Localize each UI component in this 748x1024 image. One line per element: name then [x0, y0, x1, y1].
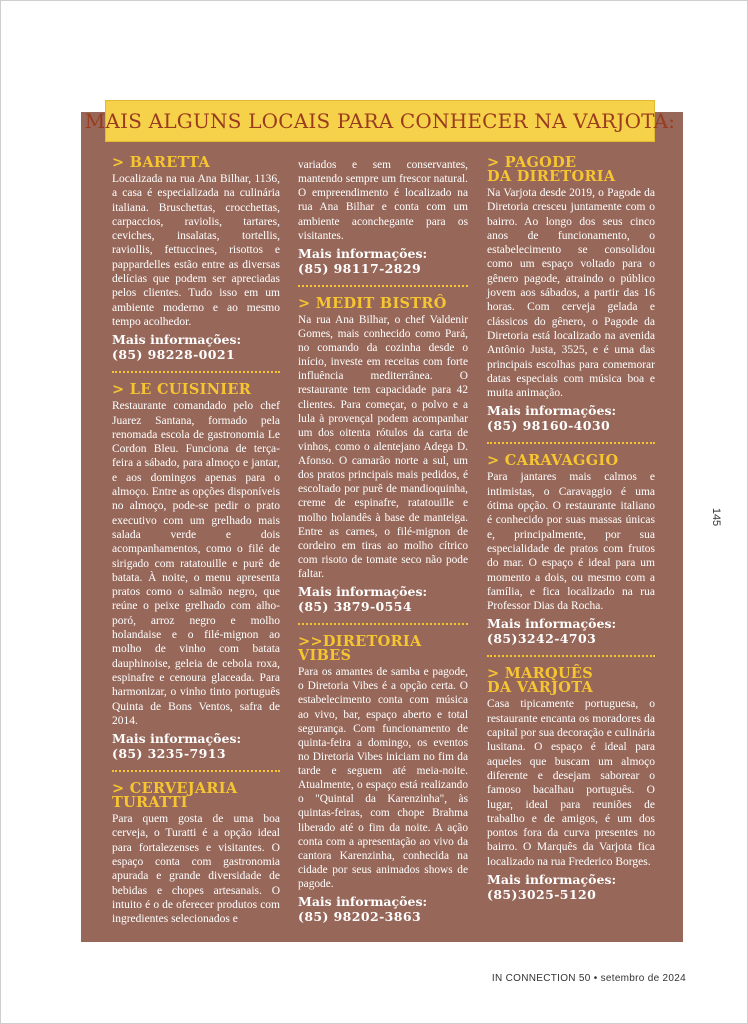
venue-block: [112, 782, 280, 926]
venue-block: [112, 156, 280, 373]
venue-description: Na rua Ana Bilhar, o chef Valdenir Gomes, mais conhecido como Pará, no comando da cozinha desde o início, investe em receitas com forte influência mediterrânea. O restaurante tem capacidade para 42 clientes. Para começar, o polvo e a lula à provençal podem acompanhar um dos oitenta rótulos da carta de vinhos, como o alentejano Adega D. Afonso. O camarão norte a sul, um dos pratos principais mais pedidos, é escoltado por purê de mandioquinha, creme de espinafre, ratatouille e molho holandês à base de manteiga. Entre as carnes, o filé-mignon de cordeiro em tiras ao molho cítrico com risoto de tomate seco não pode faltar.: [298, 313, 468, 580]
venue-heading: [112, 156, 280, 170]
venue-heading-line: >>DIRETORIA: [298, 633, 422, 651]
venue-block: [298, 635, 468, 924]
more-info-label: Mais informações:: [487, 871, 617, 887]
dotted-separator: [487, 655, 655, 657]
venue-phone: (85) 3235-7913: [112, 746, 226, 762]
venue-phone: (85) 98202-3863: [298, 909, 422, 925]
more-info-label: Mais informações:: [487, 403, 617, 419]
dotted-separator: [298, 623, 468, 625]
venue-block: [487, 156, 655, 444]
venue-phone: (85)3242-4703: [487, 631, 597, 647]
venue-heading-line: > CERVEJARIA: [112, 780, 238, 798]
more-info-label: Mais informações:: [298, 245, 428, 261]
venue-heading: [487, 156, 655, 184]
venue-block: [487, 667, 655, 902]
venue-heading: [298, 294, 468, 312]
venue-heading: [487, 667, 655, 695]
venue-description: Para os amantes de samba e pagode, o Diretoria Vibes é a opção certa. O estabelecimento conta com música ao vivo, bar, espaço aberto e total segurança. Com funcionamento de quinta-feira a domingo, os eventos no Diretoria Vibes iniciam no fim da tarde e seguem até meia-noite. Atualmente, o espaço está realizando o "Quintal da Karenzinha", às quintas-feiras, com chope Brahma liberado até o fim da noite. A ação conta com a apresentação ao vivo da cantora Karenzinha, conhecida na cidade por seus animados shows de pagode.: [298, 666, 468, 890]
venue-heading-line: > LE CUISINIER: [112, 381, 252, 399]
venue-description: Restaurante comandado pelo chef Juarez Santana, formado pela renomada escola de gastronomia Le Cordon Bleu. Funciona de terça-feira a sábado, para almoço e jantar, e aos domingos apenas para o almoço. Entre as opções disponíveis no almoço, pode-se pedir o prato executivo com um grelhado mais salada verde e dois acompanhamentos, como o filé de sirigado com ratatouille e purê de batata. À noite, o menu apresenta pratos como o salmão negro, que reúne o peixe grelhado com alho-poró, arroz negro e molho holandaise e o filé-mignon ao molho de vinho com batata dauphinoise, geleia de cebola roxa, espinafre e cenoura glaceada. Para harmonizar, o vinho tinto português Quinta de Bons Ventos, safra de 2014.: [112, 400, 280, 727]
venue-heading: [298, 635, 468, 663]
column-2: [298, 156, 468, 924]
venue-heading-line: > MEDIT BISTRÔ: [298, 294, 447, 312]
venue-description: Casa tipicamente portuguesa, o restaurante encanta os moradores da capital por sua decoração e culinária lusitana. O espaço é ideal para aqueles que buscam um almoço diferente e desejam saborear o famoso bacalhau português. O lugar, ideal para reuniões de trabalho e de amigos, é um dos pontos fora da curva presentes no bairro. O Marquês da Varjota fica localizado na rua Frederico Borges.: [487, 698, 655, 868]
page-title: MAIS ALGUNS LOCAIS PARA CONHECER NA VARJOTA:: [84, 109, 676, 133]
venue-heading-line: TURATTI: [112, 794, 188, 812]
venue-description: Localizada na rua Ana Bilhar, 1136, a casa é especializada na culinária italiana. Bruschettas, crocchettas, carpaccios, raviolis, tartares, ceviches, insalatas, tortellis, raviollis, fettuccines, risottos e pappardelles estão entre as diversas delícias que podem ser apreciadas pelos clientes. Tudo isso em um ambiente moderno e ao mesmo tempo acolhedor.: [112, 173, 280, 328]
venue-heading-line: > BARETTA: [112, 154, 211, 171]
venue-phone: (85) 3879-0554: [298, 599, 412, 615]
more-info-label: Mais informações:: [487, 616, 617, 632]
more-info-label: Mais informações:: [298, 894, 428, 910]
dotted-separator: [112, 371, 280, 373]
venue-description: Para jantares mais calmos e intimistas, o Caravaggio é uma ótima opção. O restaurante italiano é conhecido por suas massas únicas e, principalmente, por sua especialidade de pratos com frutos do mar. O espaço é ideal para um momento a dois, ou mesmo com a família, e fica localizado na rua Professor Dias da Rocha.: [487, 471, 655, 613]
venue-heading: [112, 782, 280, 810]
venue-phone: (85) 98117-2829: [298, 260, 422, 276]
venue-block: [112, 383, 280, 772]
venue-phone: (85) 98160-4030: [487, 418, 611, 434]
venue-block: [298, 294, 468, 625]
venue-phone: (85)3025-5120: [487, 886, 597, 902]
more-info-label: Mais informações:: [112, 731, 242, 747]
dotted-separator: [112, 770, 280, 772]
title-banner: [84, 100, 676, 142]
magazine-footer: IN CONNECTION 50 • setembro de 2024: [491, 973, 686, 984]
venue-block: [487, 454, 655, 657]
venue-heading-line: > MARQUÊS: [487, 665, 594, 683]
dotted-separator: [487, 442, 655, 444]
more-info-label: Mais informações:: [112, 332, 242, 348]
dotted-separator: [298, 285, 468, 287]
venue-description: Na Varjota desde 2019, o Pagode da Diretoria cresceu juntamente com o bairro. Ao longo dos seus cinco anos de funcionamento, o estabelecimento se consolidou como um espaço voltado para o gênero pagode, atraindo o público jovem aos sábados, a partir das 16 horas. Com cerveja gelada e clássicos do gênero, o Pagode da Diretoria está localizado na avenida Antônio Justa, 3525, e é uma das principais escolhas para comemorar datas especiais com música boa e muita animação.: [487, 187, 655, 400]
venue-description: Para quem gosta de uma boa cerveja, o Turatti é a opção ideal para fortalezenses e visitantes. O espaço conta com gastronomia apurada e grande diversidade de bebidas e chopes artesanais. O intuito é o de oferecer produtos com ingredientes selecionados e: [112, 813, 280, 926]
venue-heading: [112, 383, 280, 397]
venue-heading: [487, 454, 655, 468]
venue-heading-line: > PAGODE: [487, 154, 577, 171]
venue-heading-line: DA DIRETORIA: [487, 168, 616, 185]
venue-block: [298, 158, 468, 287]
column-3: [487, 156, 655, 902]
venue-phone: (85) 98228-0021: [112, 347, 236, 363]
venue-heading-line: > CARAVAGGIO: [487, 452, 619, 470]
venue-heading-line: VIBES: [298, 647, 352, 665]
column-1: [112, 156, 280, 926]
venue-heading-line: DA VARJOTA: [487, 679, 594, 697]
venue-description: variados e sem conservantes, mantendo sempre um frescor natural. O empreendimento é localizado na rua Ana Bilhar e conta com um ambiente aconchegante para os visitantes.: [298, 159, 468, 242]
more-info-label: Mais informações:: [298, 584, 428, 600]
page-number: 145: [709, 507, 722, 527]
